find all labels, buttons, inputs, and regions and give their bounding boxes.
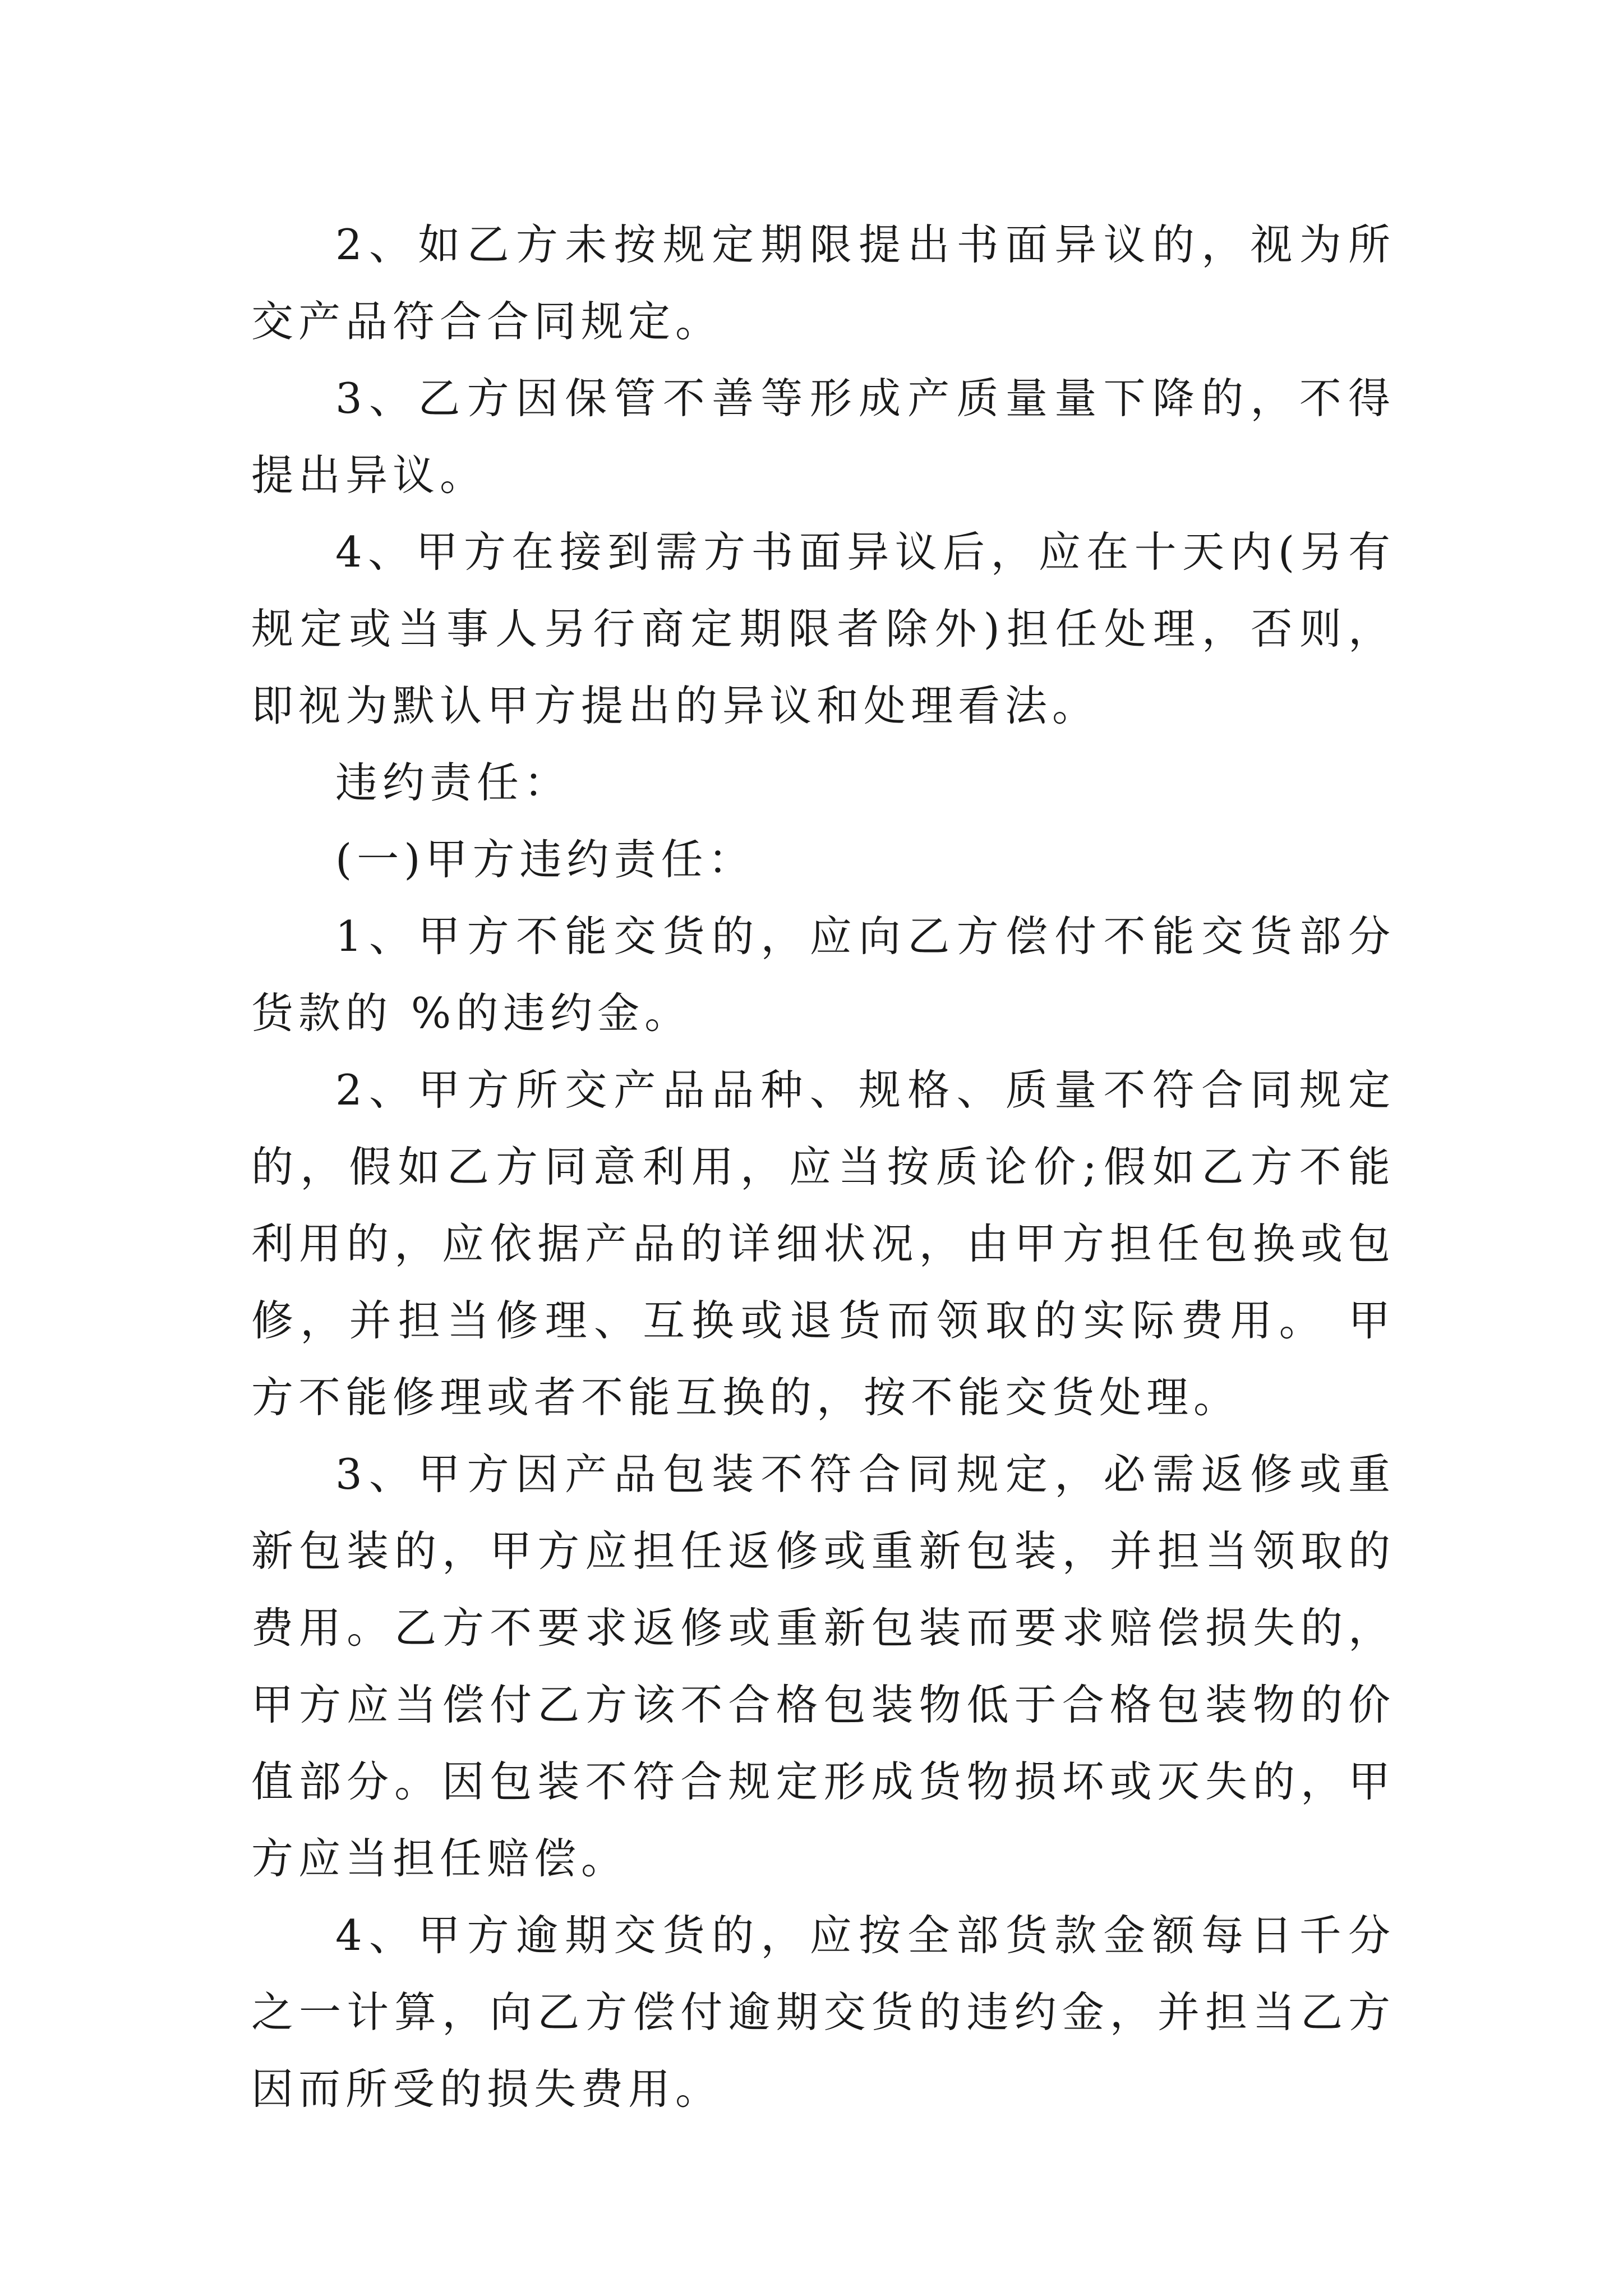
paragraph-non-delivery: 1、甲方不能交货的，应向乙方偿付不能交货部分货款的 %的违约金。 [251,912,1395,1038]
section-heading-liability: 违约责任： [335,758,571,807]
paragraph-objection-handling: 4、甲方在接到需方书面异议后，应在十天内(另有规定或当事人另行商定期限者除外)担任处理，否则，即视为默认甲方提出的异议和处理看法。 [251,527,1395,730]
paragraph-packaging: 3、甲方因产品包装不符合同规定，必需返修或重新包装的，甲方应担任返修或重新包装，并担当领取的费用。乙方不要求返修或重新包装而要求赔偿损失的，甲方应当偿付乙方该不合格包装物低于合格包装物的价值部分。因包装不符合规定形成货物损坏或灭失的，甲方应当担任赔偿。 [251,1450,1395,1883]
paragraph-late-delivery: 4、甲方逾期交货的，应按全部货款金额每日千分之一计算，向乙方偿付逾期交货的违约金，并担当乙方因而所受的损失费用。 [251,1911,1395,2114]
subsection-heading-party-a: (一)甲方违约责任： [335,835,755,884]
paragraph-objection-deadline: 2、如乙方未按规定期限提出书面异议的，视为所交产品符合合同规定。 [251,220,1395,346]
paragraph-storage-quality: 3、乙方因保管不善等形成产质量量下降的，不得提出异议。 [251,374,1395,500]
document-body [251,206,1395,2128]
paragraph-quality-nonconformity: 2、甲方所交产品品种、规格、质量不符合同规定的，假如乙方同意利用，应当按质论价;假如乙方不能利用的，应依据产品的详细状况，由甲方担任包换或包修，并担当修理、互换或退货而领取的实际费用。 甲方不能修理或者不能互换的，按不能交货处理。 [251,1065,1395,1422]
